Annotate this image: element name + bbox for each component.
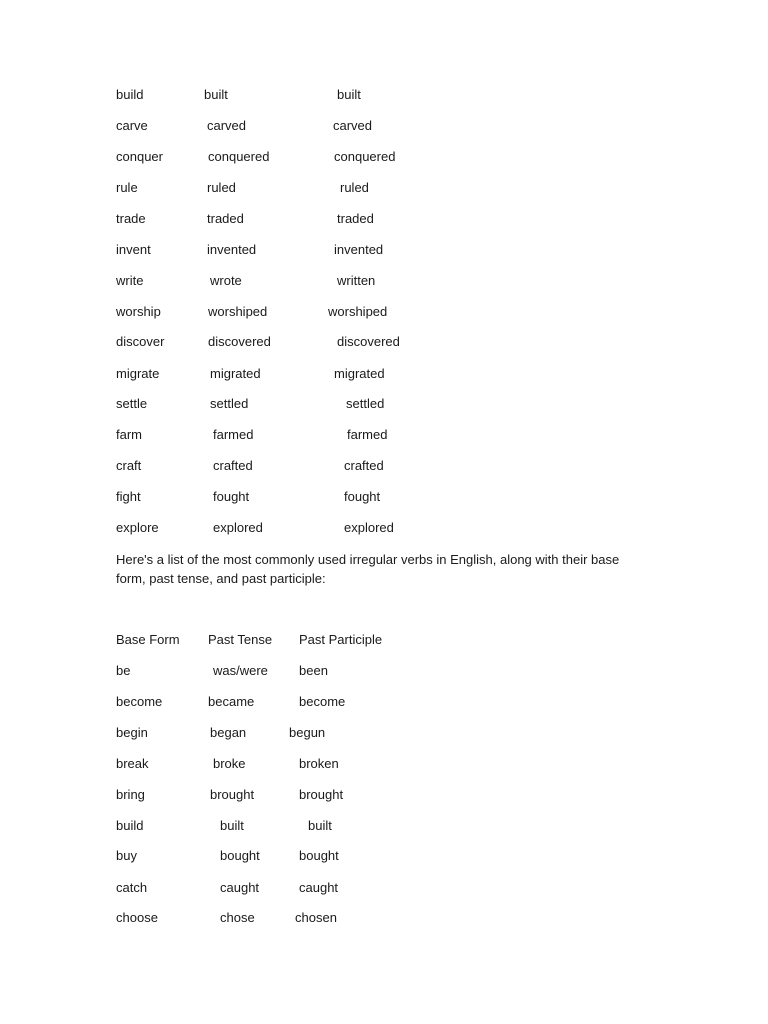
verb-past: settled (210, 396, 249, 411)
verb-base: break (116, 756, 149, 771)
verb-row (0, 395, 768, 413)
verb-past: explored (213, 520, 263, 535)
verb-participle: built (308, 818, 332, 833)
verb-participle: invented (334, 242, 384, 257)
table-header-row (0, 631, 768, 649)
verb-past: broke (213, 756, 246, 771)
header-base-form: Base Form (116, 632, 180, 647)
verb-past: traded (207, 211, 244, 226)
verb-base: invent (116, 242, 151, 257)
verb-past: crafted (213, 458, 253, 473)
verb-past: chose (220, 910, 255, 925)
verb-row (0, 179, 768, 197)
verb-base: bring (116, 787, 145, 802)
verb-row (0, 117, 768, 135)
verb-row (0, 148, 768, 166)
verb-participle: bought (299, 848, 339, 863)
verb-base: settle (116, 396, 148, 411)
verb-base: craft (116, 458, 142, 473)
verb-row (0, 519, 768, 537)
verb-participle: farmed (347, 427, 388, 442)
table-row (0, 909, 768, 927)
verb-participle: ruled (340, 180, 369, 195)
verb-row (0, 303, 768, 321)
verb-participle: explored (344, 520, 394, 535)
table-row (0, 693, 768, 711)
verb-base: explore (116, 520, 159, 535)
verb-participle: caught (299, 880, 339, 895)
verb-participle: settled (346, 396, 385, 411)
header-past-tense: Past Tense (208, 632, 273, 647)
verb-past: carved (207, 118, 247, 133)
verb-participle: chosen (295, 910, 337, 925)
verb-participle: carved (333, 118, 373, 133)
verb-row (0, 86, 768, 104)
verb-base: migrate (116, 366, 160, 381)
verb-participle: fought (344, 489, 381, 504)
verb-past: bought (220, 848, 260, 863)
verb-past: conquered (208, 149, 270, 164)
verb-past: ruled (207, 180, 236, 195)
verb-row (0, 365, 768, 383)
verb-base: fight (116, 489, 141, 504)
verb-base: worship (116, 304, 161, 319)
verb-base: begin (116, 725, 148, 740)
verb-past: became (208, 694, 255, 709)
verb-row (0, 272, 768, 290)
verb-base: farm (116, 427, 142, 442)
verb-participle: become (299, 694, 346, 709)
verb-past: built (204, 87, 228, 102)
verb-past: invented (207, 242, 257, 257)
intro-paragraph: Here's a list of the most commonly used irregular verbs in English, along with their base form, past tense, and past participle: (116, 552, 620, 586)
verb-row (0, 426, 768, 444)
verb-row (0, 333, 768, 351)
verb-past: built (220, 818, 244, 833)
verb-row (0, 241, 768, 259)
table-row (0, 847, 768, 865)
verb-past: migrated (210, 366, 261, 381)
verb-participle: broken (299, 756, 339, 771)
table-row (0, 755, 768, 773)
table-row (0, 662, 768, 680)
verb-past: was/were (213, 663, 268, 678)
verb-participle: been (299, 663, 328, 678)
verb-past: brought (210, 787, 255, 802)
verb-past: began (210, 725, 247, 740)
verb-participle: worshiped (328, 304, 388, 319)
verb-base: conquer (116, 149, 163, 164)
verb-participle: begun (289, 725, 326, 740)
table-row (0, 817, 768, 835)
verb-participle: traded (337, 211, 374, 226)
verb-past: farmed (213, 427, 254, 442)
verb-base: discover (116, 334, 165, 349)
table-row (0, 724, 768, 742)
verb-participle: conquered (334, 149, 396, 164)
verb-past: caught (220, 880, 260, 895)
verb-base: build (116, 818, 144, 833)
verb-base: become (116, 694, 163, 709)
verb-base: buy (116, 848, 137, 863)
verb-base: be (116, 663, 131, 678)
verb-row (0, 457, 768, 475)
verb-participle: written (337, 273, 376, 288)
verb-row (0, 488, 768, 506)
verb-base: carve (116, 118, 148, 133)
verb-row (0, 210, 768, 228)
table-row (0, 786, 768, 804)
verb-base: write (116, 273, 144, 288)
verb-participle: crafted (344, 458, 384, 473)
verb-past: fought (213, 489, 250, 504)
verb-participle: brought (299, 787, 344, 802)
verb-participle: migrated (334, 366, 385, 381)
table-row (0, 879, 768, 897)
verb-base: catch (116, 880, 148, 895)
verb-past: discovered (208, 334, 271, 349)
verb-base: trade (116, 211, 146, 226)
verb-base: rule (116, 180, 138, 195)
verb-participle: discovered (337, 334, 400, 349)
verb-past: wrote (210, 273, 242, 288)
verb-past: worshiped (208, 304, 268, 319)
verb-participle: built (337, 87, 361, 102)
verb-base: build (116, 87, 144, 102)
verb-base: choose (116, 910, 158, 925)
header-past-participle: Past Participle (299, 632, 383, 647)
